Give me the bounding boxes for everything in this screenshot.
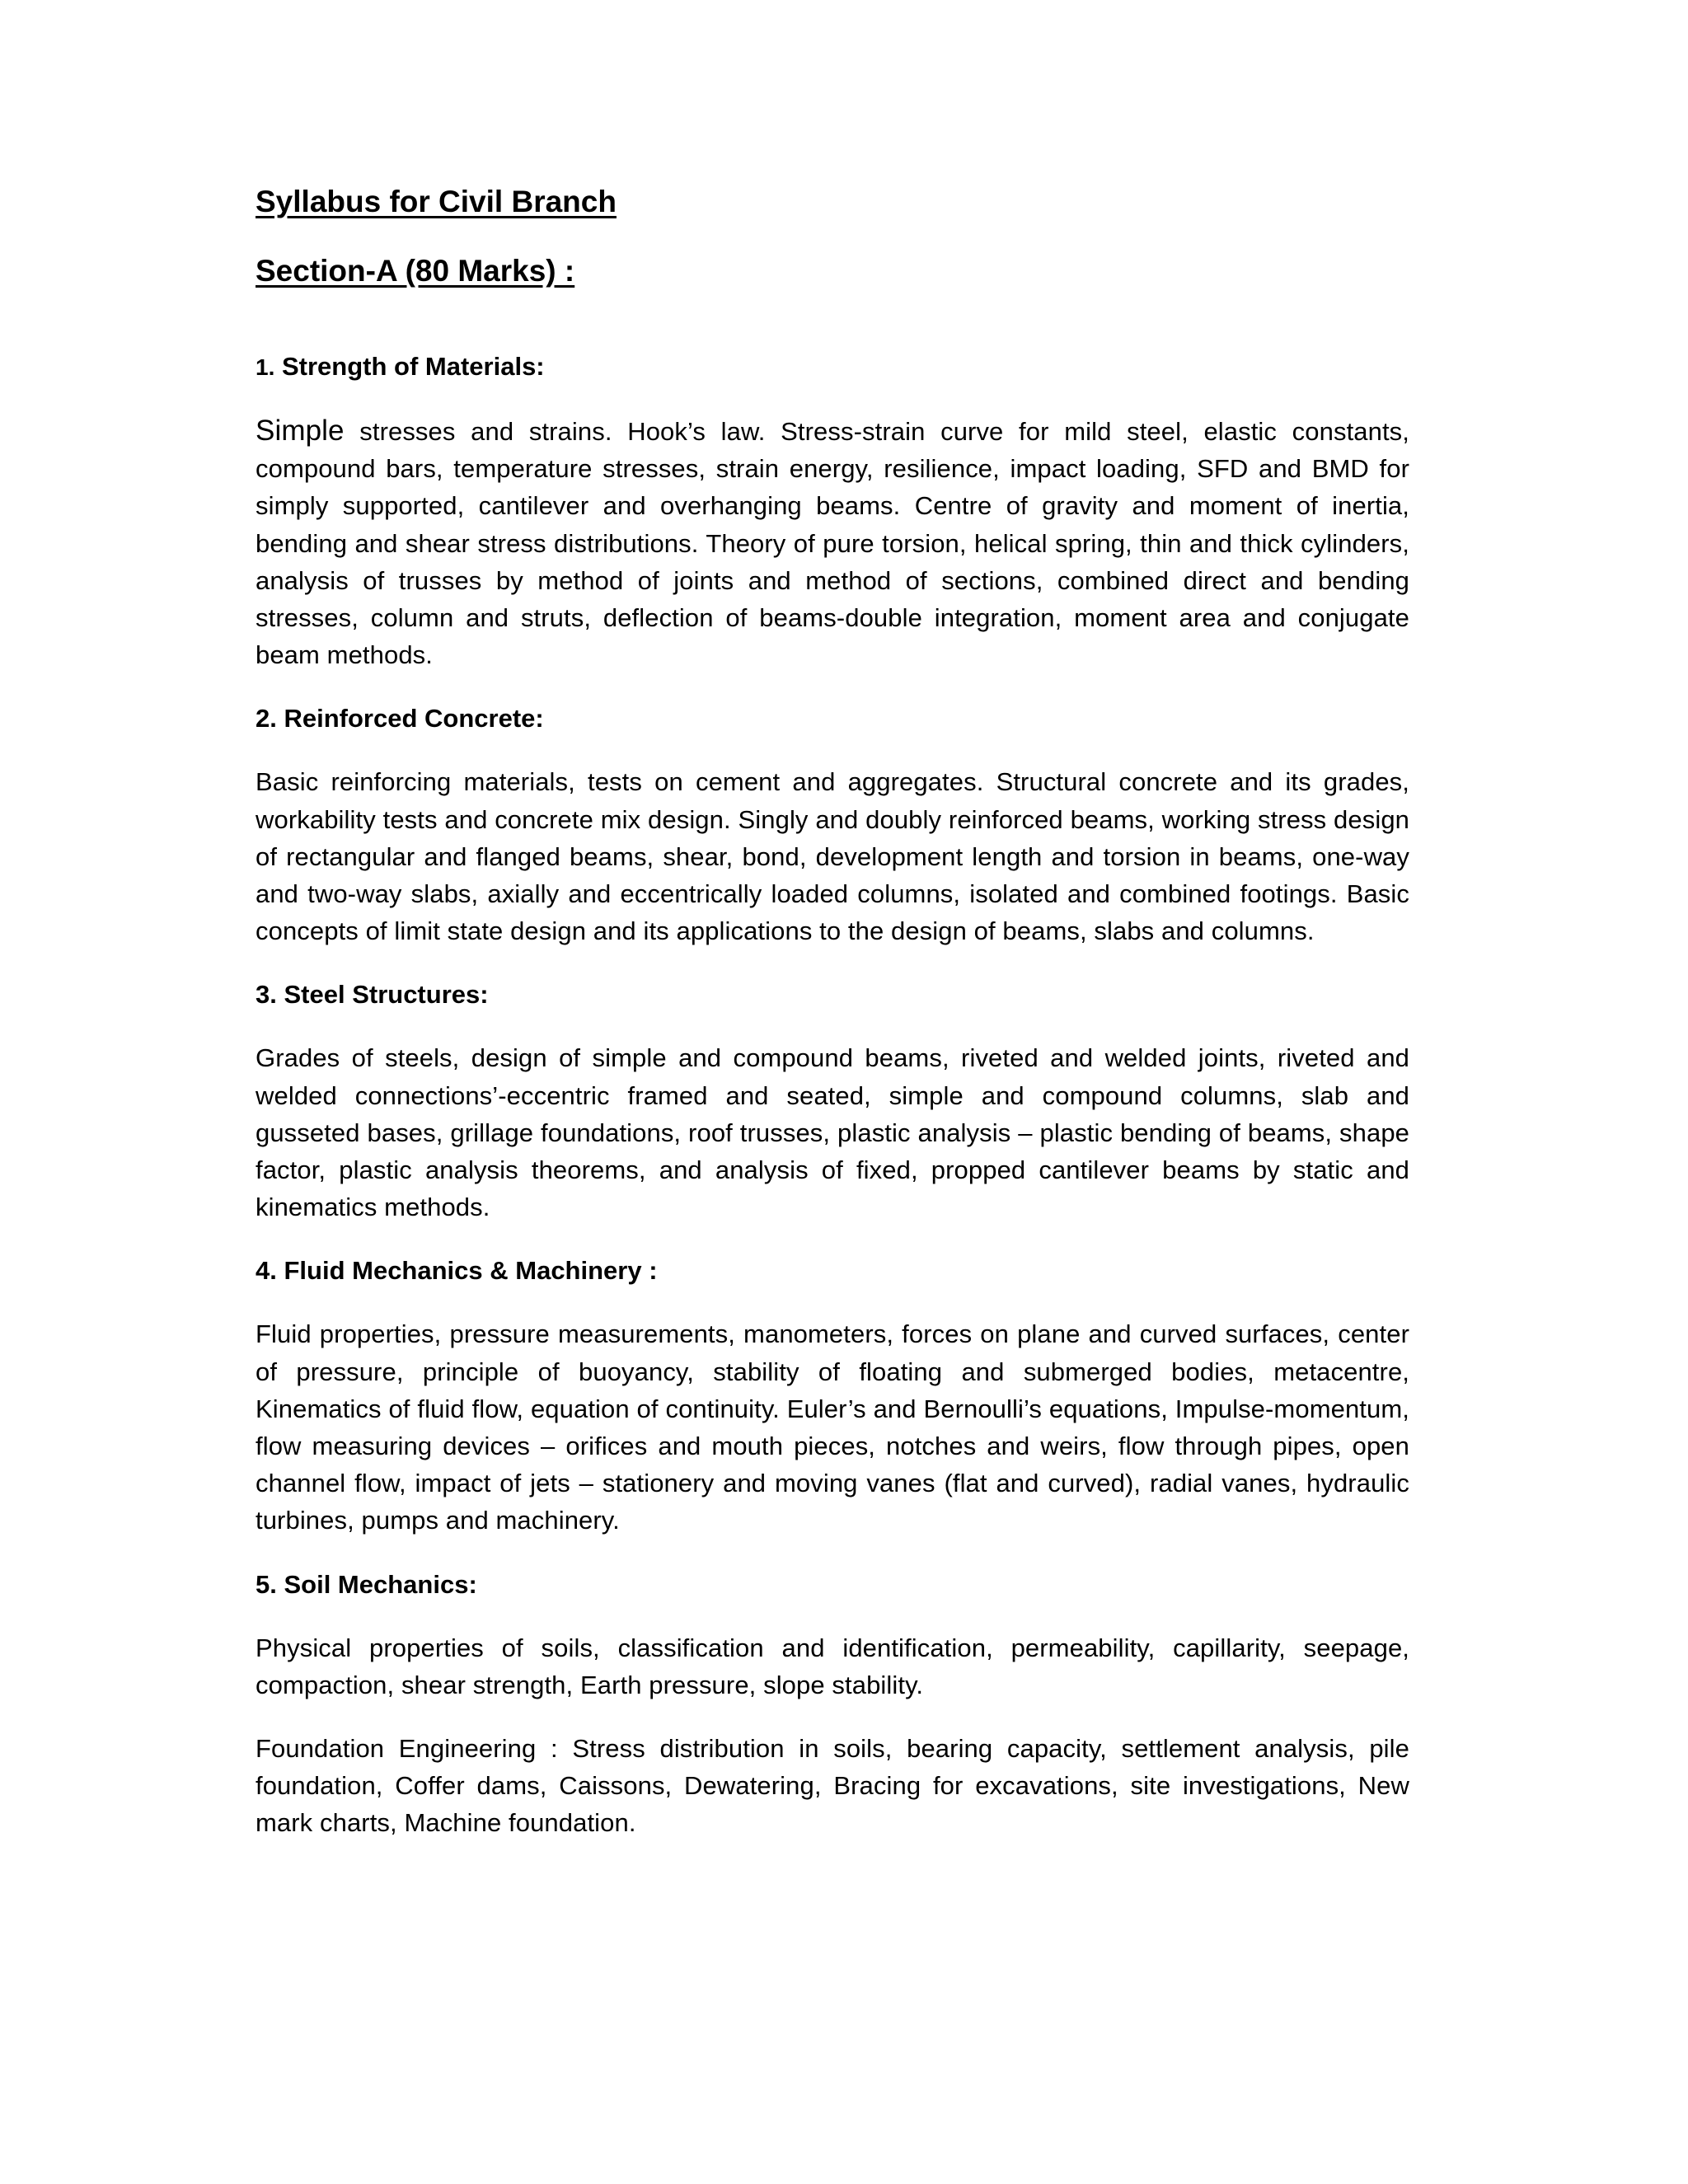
topic-heading-text: Reinforced Concrete:	[284, 704, 544, 733]
topic-number: 1.	[256, 354, 275, 380]
topic-body-foundation-engineering: Foundation Engineering : Stress distribution in soils, bearing capacity, settlement analysis, pile foundation, Coffer dams, Caissons, Dewatering, Bracing for excavations, site investigations, New mark charts, Machine foundation.	[256, 1734, 1409, 1838]
topic-body-text: stresses and strains. Hook’s law. Stress-strain curve for mild steel, elastic constants, compound bars, temperature stresses, strain energy, resilience, impact loading, SFD and BMD for simply supported, cantilever and overhanging beams. Centre of gravity and moment of inertia, bending and shear stress distributions. Theory of pure torsion, helical spring, thin and thick cylinders, analysis of trusses by method of joints and method of sections, combined direct and bending stresses, column and struts, deflection of beams-double integration, moment area and conjugate beam methods.	[256, 417, 1409, 670]
document-title: Syllabus for Civil Branch	[256, 185, 617, 218]
topic-body: Physical properties of soils, classification and identification, permeability, capillarity, seepage, compaction, shear strength, Earth pressure, slope stability.	[256, 1633, 1409, 1699]
topic-number: 2.	[256, 704, 277, 733]
topic-reinforced-concrete	[256, 700, 1409, 949]
topic-strength-of-materials	[256, 348, 1409, 673]
topic-body: Basic reinforcing materials, tests on cement and aggregates. Structural concrete and its grades, workability tests and concrete mix design. Singly and doubly reinforced beams, working stress design of rectangular and flanged beams, shear, bond, development length and torsion in beams, one-way and two-way slabs, axially and eccentrically loaded columns, isolated and combined footings. Basic concepts of limit state design and its applications to the design of beams, slabs and columns.	[256, 767, 1409, 946]
topic-heading	[256, 348, 1409, 386]
topic-heading-text: Steel Structures:	[284, 980, 489, 1010]
topic-body-lead-word: Simple	[256, 415, 345, 447]
topic-body: Fluid properties, pressure measurements, manometers, forces on plane and curved surfaces, center of pressure, principle of buoyancy, stability of floating and submerged bodies, metacentre, Kinematics of fluid flow, equation of continuity. Euler’s and Bernoulli’s equations, Impulse-momentum, flow measuring devices – orifices and mouth pieces, notches and weirs, flow through pipes, open channel flow, impact of jets – stationery and moving vanes (flat and curved), radial vanes, hydraulic turbines, pumps and machinery.	[256, 1319, 1409, 1535]
topic-body	[256, 412, 1409, 673]
topic-heading-text: Fluid Mechanics & Machinery :	[284, 1256, 658, 1286]
topic-number: 3.	[256, 980, 277, 1010]
topic-heading	[256, 1566, 1409, 1603]
topic-heading	[256, 700, 1409, 737]
topic-fluid-mechanics	[256, 1252, 1409, 1539]
topic-heading	[256, 1252, 1409, 1289]
section-title: Section-A (80 Marks) :	[256, 254, 575, 288]
topic-soil-mechanics	[256, 1566, 1409, 1842]
topic-heading-text: Strength of Materials:	[281, 352, 545, 381]
topic-number: 4.	[256, 1256, 277, 1286]
topic-steel-structures	[256, 976, 1409, 1226]
topic-heading-text: Soil Mechanics:	[284, 1569, 477, 1599]
topic-heading	[256, 976, 1409, 1013]
topic-number: 5.	[256, 1569, 277, 1599]
document-page	[256, 177, 1409, 1842]
topic-body: Grades of steels, design of simple and compound beams, riveted and welded joints, riveted and welded connections’-eccentric framed and seated, simple and compound columns, slab and gusseted bases, grillage foundations, roof trusses, plastic analysis – plastic bending of beams, shape factor, plastic analysis theorems, and analysis of fixed, propped cantilever beams by static and kinematics methods.	[256, 1043, 1409, 1222]
